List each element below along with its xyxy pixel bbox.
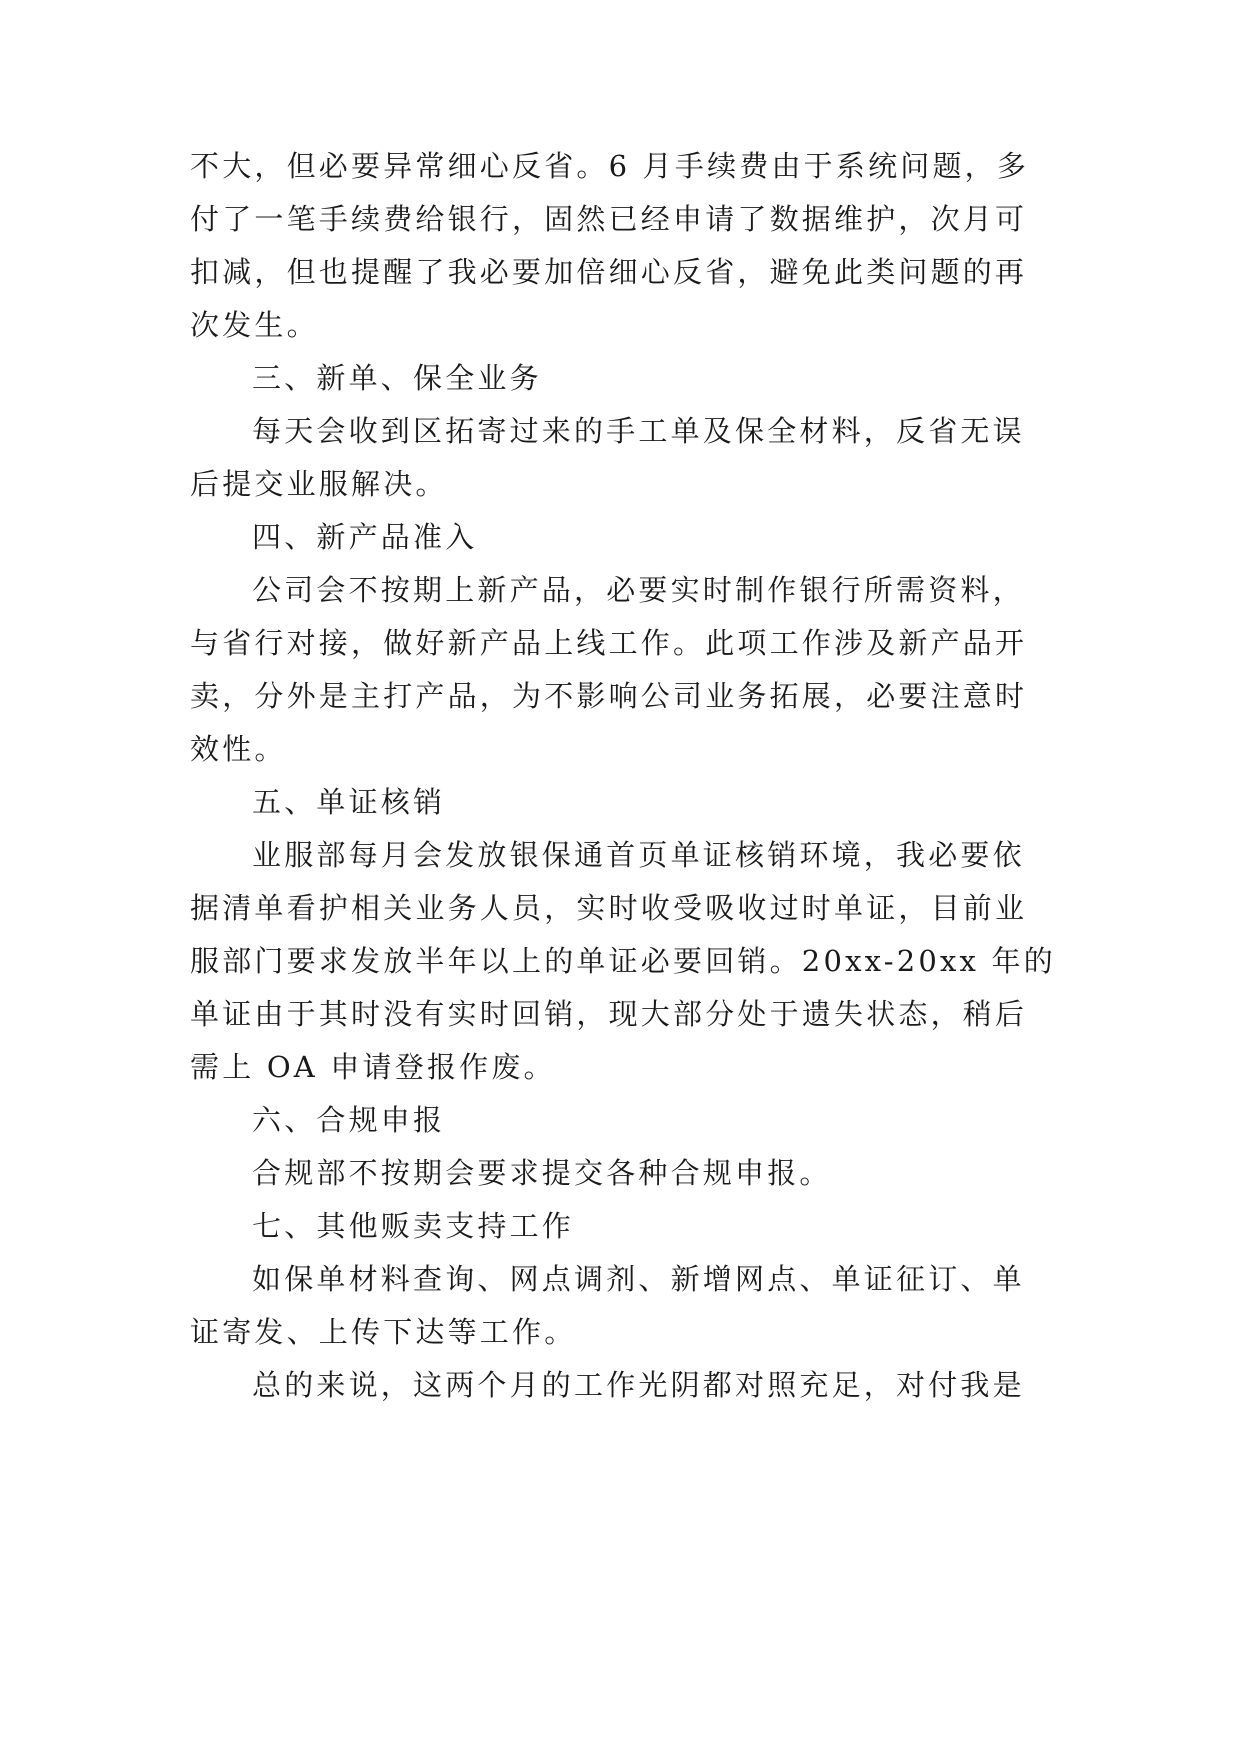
paragraph-line: 不大，但必要异常细心反省。6 月手续费由于系统问题，多 (190, 149, 1030, 183)
paragraph-line: 如保单材料查询、网点调剂、新增网点、单证征订、单 (252, 1262, 1025, 1296)
paragraph-line: 证寄发、上传下达等工作。 (190, 1315, 577, 1349)
paragraph-line: 业服部每月会发放银保通首页单证核销环境，我必要依 (252, 838, 1025, 872)
paragraph-line: 据清单看护相关业务人员，实时收受吸收过时单证，目前业 (190, 891, 1028, 925)
section-heading: 三、新单、保全业务 (252, 361, 542, 395)
paragraph-line: 需上 OA 申请登报作废。 (190, 1050, 556, 1084)
paragraph-line: 付了一笔手续费给银行，固然已经申请了数据维护，次月可 (190, 202, 1028, 236)
section-heading: 四、新产品准入 (252, 520, 478, 554)
paragraph-line: 单证由于其时没有实时回销，现大部分处于遗失状态，稍后 (190, 997, 1028, 1031)
paragraph-line: 每天会收到区拓寄过来的手工单及保全材料，反省无误 (252, 414, 1025, 448)
paragraph-line: 扣减，但也提醒了我必要加倍细心反省，避免此类问题的再 (190, 255, 1028, 289)
paragraph-line: 合规部不按期会要求提交各种合规申报。 (252, 1156, 832, 1190)
section-heading: 六、合规申报 (252, 1103, 446, 1137)
paragraph-line: 总的来说，这两个月的工作光阴都对照充足，对付我是 (252, 1368, 1025, 1402)
paragraph-line: 服部门要求发放半年以上的单证必要回销。20xx-20xx 年的 (190, 944, 1056, 978)
paragraph-line: 效性。 (190, 732, 287, 766)
paragraph-line: 公司会不按期上新产品，必要实时制作银行所需资料， (252, 573, 1025, 607)
paragraph-line: 卖，分外是主打产品，为不影响公司业务拓展，必要注意时 (190, 679, 1028, 713)
paragraph-line: 后提交业服解决。 (190, 467, 448, 501)
section-heading: 七、其他贩卖支持工作 (252, 1209, 575, 1243)
paragraph-line: 次发生。 (190, 308, 319, 342)
paragraph-line: 与省行对接，做好新产品上线工作。此项工作涉及新产品开 (190, 626, 1028, 660)
section-heading: 五、单证核销 (252, 785, 446, 819)
